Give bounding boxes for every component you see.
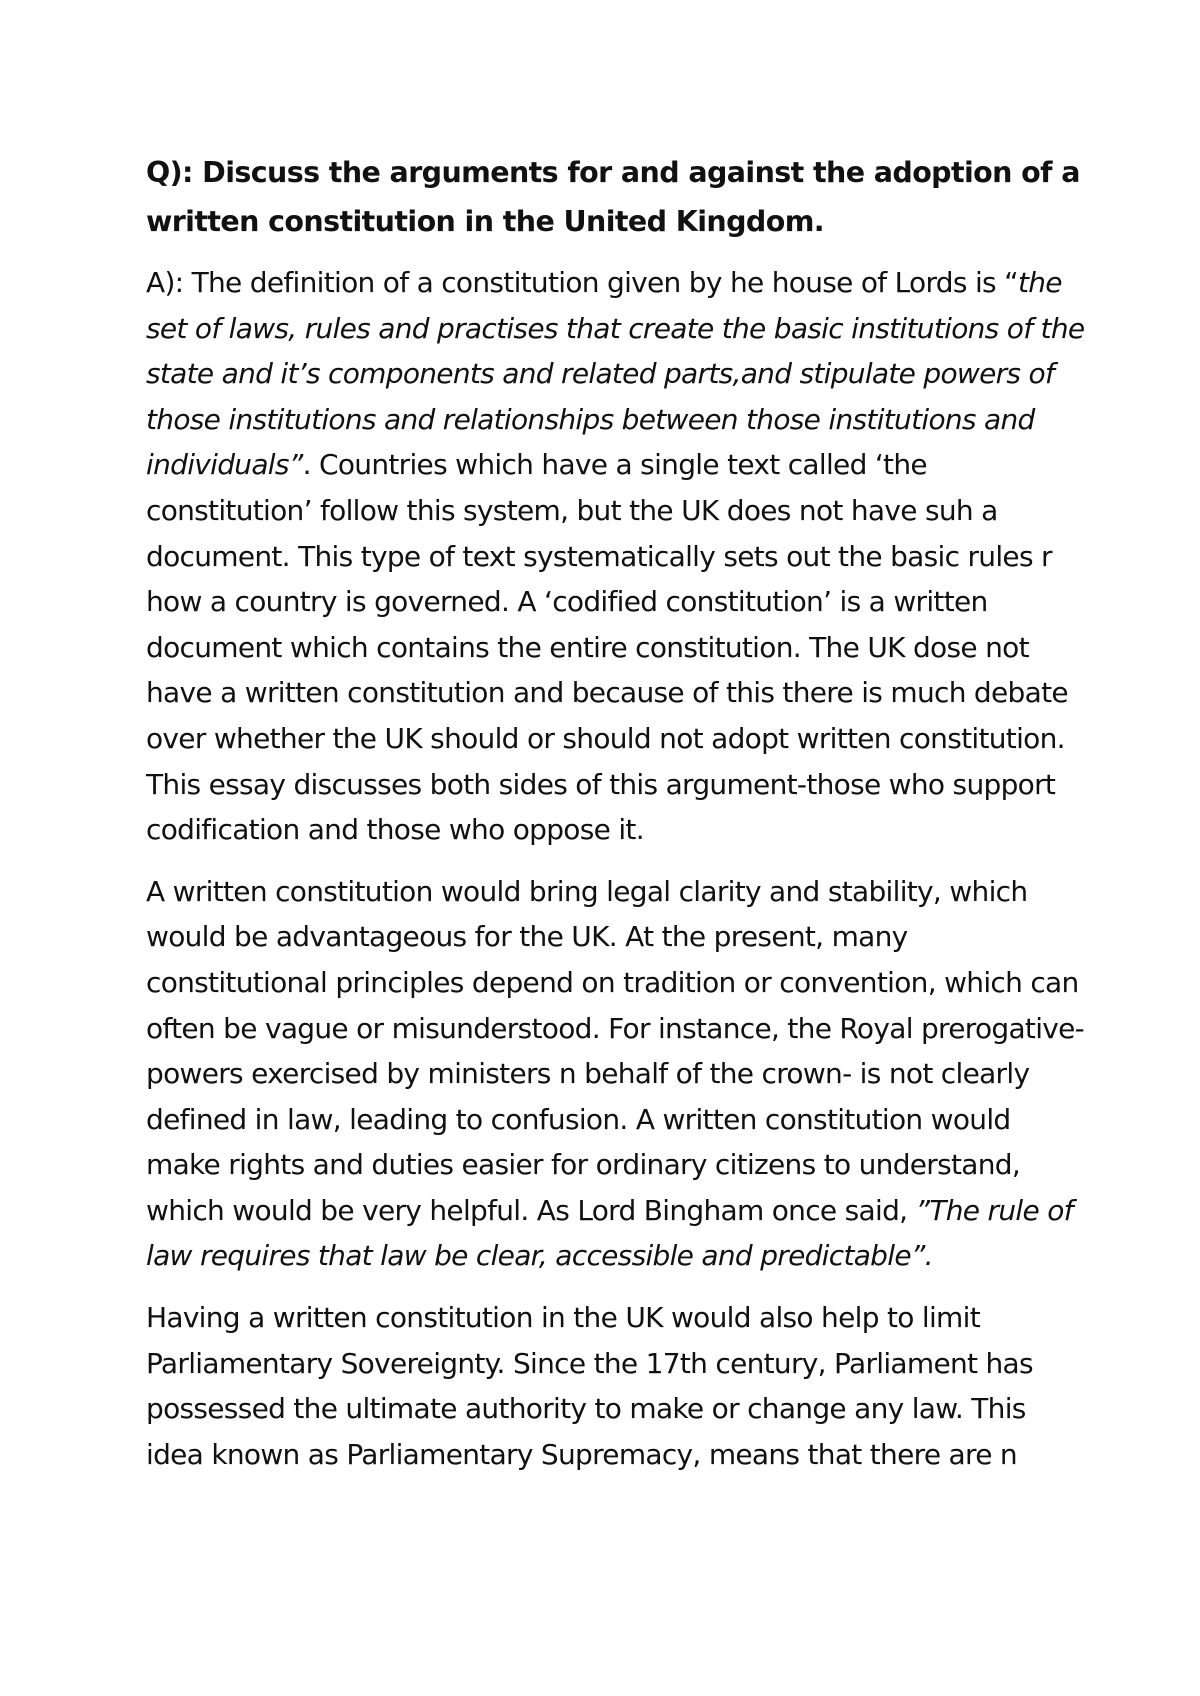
clarity-text: A written constitution would bring legal clarity and stability, which would be advantageous for the UK. At the present, many constitutional principles depend on tradition or convention, which can often be vague or misunderstood. For instance, the Royal prerogative- powers exercised by ministers n behalf of the crown- is not clearly defined in law, leading to confusion. A written constitution would make rights and duties easier for ordinary citizens to understand, which would be very helpful. As Lord Bingham once said, [146,874,1085,1227]
bingham-quote: ”The rule of law requires that law be clear, accessible and predictable”. [146,1193,1073,1273]
clarity-paragraph [146,869,1086,1279]
intro-text: A): The definition of a constitution given by he house of Lords is “ [146,266,1018,299]
question-heading: Q): Discuss the arguments for and against the adoption of a written constitution in the United Kingdom. [146,156,1080,238]
sovereignty-paragraph: Having a written constitution in the UK would also help to limit Parliamentary Sovereignty. Since the 17th century, Parliament has possessed the ultimate authority to make or change any law. This idea known as Parliamentary Supremacy, means that there are n [146,1301,1033,1471]
intro-text-continued: . Countries which have a single text called ‘the constitution’ follow this system, but the UK does not have suh a document. This type of text systematically sets out the basic rules r how a country is governed. A ‘codified constitution’ is a written document which contains the entire constitution. The UK dose not have a written constitution and because of this there is much debate over whether the UK should or should not adopt written constitution. This essay discusses both sides of this argument-those who support codification and those who oppose it. [146,448,1068,847]
lords-definition-quote: the set of laws, rules and practises that create the basic institutions of the state and it’s components and related parts,and stipulate powers of those institutions and relationships between those institutions and individuals” [146,266,1085,482]
document-page [146,148,1086,1493]
intro-paragraph [146,260,1086,853]
